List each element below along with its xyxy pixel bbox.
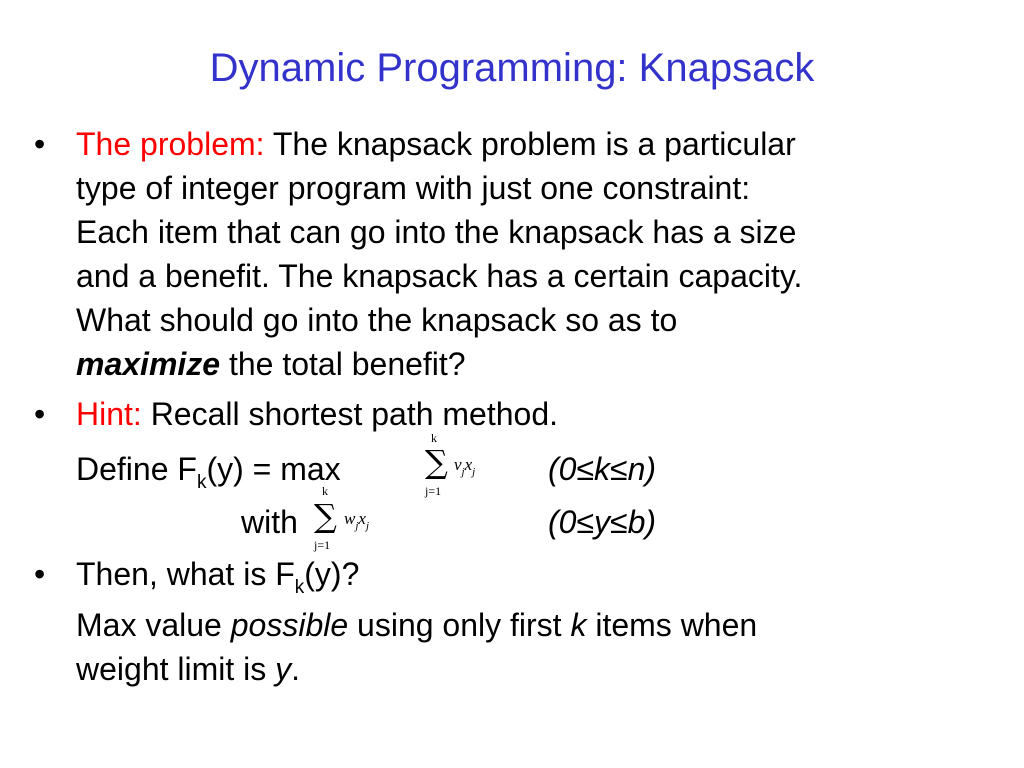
answer-end: . xyxy=(291,651,301,687)
problem-tail: the total benefit? xyxy=(228,346,466,382)
bullet-1-dot: • xyxy=(34,126,46,162)
answer-y: y xyxy=(275,651,292,687)
problem-text-4: and a benefit. The knapsack has a certain capacity. xyxy=(76,258,803,294)
answer-line-2 xyxy=(76,647,300,691)
bullet-3-question xyxy=(76,552,359,602)
sum2-term-a-sub: j xyxy=(355,520,359,532)
problem-label: The problem: xyxy=(76,126,265,162)
problem-text-2: type of integer program with just one constraint: xyxy=(76,170,751,206)
answer-line-1 xyxy=(76,603,757,647)
question-subscript: k xyxy=(294,577,305,598)
sum1-sigma: ∑ xyxy=(425,443,448,481)
slide-title: Dynamic Programming: Knapsack xyxy=(209,46,815,90)
answer-lead: Max value xyxy=(76,607,222,643)
answer-weight-limit: weight limit is xyxy=(76,651,267,687)
with-label: with xyxy=(241,504,298,540)
answer-possible: possible xyxy=(230,607,349,643)
problem-text-1: The knapsack problem is a particular xyxy=(272,126,796,162)
question-prefix: Then, what is F xyxy=(76,556,295,592)
define-mid: (y) = max xyxy=(206,451,341,487)
sum1-term-a-sub: j xyxy=(461,466,465,478)
answer-mid: using only first xyxy=(357,607,562,643)
sum2-upper: k xyxy=(322,484,328,498)
sum2-sigma: ∑ xyxy=(314,497,337,535)
sum1-term-b-sub: j xyxy=(472,466,476,478)
question-suffix: (y)? xyxy=(304,556,360,592)
sum2-term-a: w xyxy=(344,509,356,528)
sum2-term xyxy=(344,510,369,530)
sum1-upper: k xyxy=(431,431,437,445)
sum1-term-b: x xyxy=(464,455,473,474)
sum2-term-b-sub: j xyxy=(365,520,370,532)
maximize-emphasis: maximize xyxy=(76,346,221,382)
define-prefix: Define F xyxy=(76,451,197,487)
define-subscript: k xyxy=(196,472,207,493)
answer-k: k xyxy=(570,607,587,643)
range-k: (0≤k≤n) xyxy=(548,451,657,487)
range-y: (0≤y≤b) xyxy=(548,504,657,540)
sum2-term-b: x xyxy=(358,509,366,528)
answer-tail: items when xyxy=(595,607,758,643)
sum1-lower: j=1 xyxy=(425,484,442,498)
sum1-term xyxy=(454,456,475,476)
define-text xyxy=(76,447,341,497)
hint-label: Hint: xyxy=(76,396,142,432)
bullet-1-line-1 xyxy=(76,122,796,166)
problem-text-3: Each item that can go into the knapsack has a size xyxy=(76,214,797,250)
sum1-term-a: v xyxy=(454,455,462,474)
hint-text: Recall shortest path method. xyxy=(150,396,559,432)
bullet-3-dot: • xyxy=(34,556,46,592)
problem-text-5: What should go into the knapsack so as to xyxy=(76,302,678,338)
bullet-2-dot: • xyxy=(34,396,46,432)
bullet-2-line-1 xyxy=(76,392,558,436)
problem-text-6 xyxy=(76,342,466,386)
sum2-lower: j=1 xyxy=(314,538,331,552)
